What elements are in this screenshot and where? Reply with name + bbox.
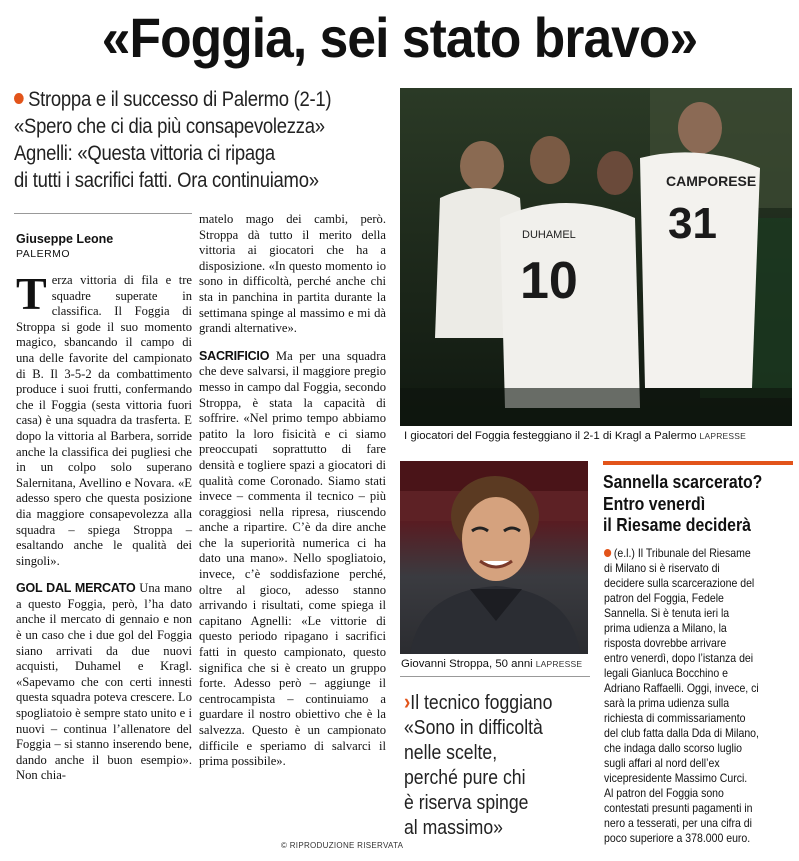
article-column-1 xyxy=(16,268,192,784)
sidebar-line-1: (e.l.) Il Tribunale del Riesame xyxy=(604,546,775,561)
drop-cap: T xyxy=(16,268,47,319)
sidebar-line: del club fatta dalla Dda di Milano, xyxy=(604,727,759,740)
sidebar-line: Adriano Raffaelli. Oggi, invece, ci xyxy=(604,682,759,695)
subhead-line-2: «Spero che ci dia più consapevolezza» xyxy=(14,115,325,138)
shirt-name-camporese: CAMPORESE xyxy=(666,173,757,189)
sidebar-line: prima udienza a Milano, la xyxy=(604,622,727,635)
sidebar-line: vicepresidente Massimo Curci. xyxy=(604,772,748,785)
shirt-name-duhamel: DUHAMEL xyxy=(522,229,576,241)
portrait-illustration xyxy=(400,461,588,654)
author-name: Giuseppe Leone xyxy=(16,232,114,246)
sidebar-line: legali Gianluca Bocchino e xyxy=(604,667,728,680)
pull-quote-line-1: ›Il tecnico foggiano xyxy=(404,689,553,714)
sidebar-accent-rule xyxy=(603,461,793,465)
photo-credit-2: LAPRESSE xyxy=(535,659,583,669)
headline: «Foggia, sei stato bravo» xyxy=(101,6,698,69)
sidebar-title-line-1: Sannella scarcerato? xyxy=(603,472,763,492)
dateline: PALERMO xyxy=(16,248,71,260)
pull-quote-line-4: perché pure chi xyxy=(404,766,526,789)
article-paragraph-2-cont: matelo mago dei cambi, però. Stroppa dà tutto il merito della vittoria ai giocatori che ha a disposizione. «In questo momento io sono in difficoltà, perché anche chi sta in panchina in partita durante la settimana spinge al massimo e mi dà grandi alternative». xyxy=(199,212,386,336)
shirt-number-10: 10 xyxy=(520,252,578,310)
chevron-right-icon: › xyxy=(404,689,411,714)
sidebar-line: sarà la prima udienza sulla xyxy=(604,697,730,710)
sidebar-line: risposta dovrebbe arrivare xyxy=(604,637,727,650)
photo-caption-2: Giovanni Stroppa, 50 anni LAPRESSE xyxy=(401,658,583,670)
sidebar-line: poco superiore a 378.000 euro. xyxy=(604,832,751,845)
sidebar-line: richiesta di commissariamento xyxy=(604,712,746,725)
pull-quote-line-2: «Sono in difficoltà xyxy=(404,716,543,739)
bullet-dot-icon xyxy=(14,93,24,104)
sidebar-line: nero a tesserati, per una cifra di xyxy=(604,817,752,830)
sidebar-line: patron del Foggia, Fedele xyxy=(604,592,724,605)
article-column-2 xyxy=(199,212,386,770)
stroppa-portrait-photo xyxy=(400,461,588,654)
bullet-dot-icon xyxy=(604,549,611,557)
sidebar-line: di Milano si è riservato di xyxy=(604,562,720,575)
sidebar-line: entro venerdì, dopo l’istanza dei xyxy=(604,652,754,665)
sidebar-line: sugli affari al nord dell’ex xyxy=(604,757,720,770)
subhead xyxy=(14,86,394,194)
sidebar-line: decidere sulla scarcerazione del xyxy=(604,577,755,590)
kicker-gol-dal-mercato: GOL DAL MERCATO xyxy=(16,581,136,596)
sidebar-body xyxy=(604,546,794,846)
divider xyxy=(14,213,192,214)
sidebar-line: Al patron del Foggia sono xyxy=(604,787,724,800)
copyright-notice: © RIPRODUZIONE RISERVATA xyxy=(281,841,404,850)
photo-caption-1: I giocatori del Foggia festeggiano il 2-1 di Kragl a Palermo LAPRESSE xyxy=(404,430,747,442)
shirt-number-31: 31 xyxy=(668,199,717,248)
subhead-line-4: di tutti i sacrifici fatti. Ora continuiamo» xyxy=(14,169,319,192)
article-paragraph-3: SACRIFICIO Ma per una squadra che deve salvarsi, il maggiore pregio messo in campo dal Foggia, secondo Stroppa, è stata la capacità di soffrire. «Nel primo tempo abbiamo patito la loro fisicità e ci siamo preoccupati soprattutto di fare densità e togliere spazi a giocatori di qualità come Coronado. Siamo stati invece – commenta il tecnico – più coraggiosi nella ripresa, riuscendo anche a ripartire. C’è da dire anche che la superiorità numerica ci ha dato una mano». Nello spogliatoio, invece, c’è soddisfazione perché, oltre al gioco, adesso stanno arrivando i risultati, come spiega il capitano Agnelli: «Le vittorie di questo periodo ripagano i sacrifici fatti in questo campionato, questo significa che si è creato un gruppo forte. Adesso però – aggiunge il centrocampista – continuiamo a guardare il nostro obiettivo che è la salvezza. Questo è un campionato difficile e speriamo di salvarci il prima possibile». xyxy=(199,348,386,769)
sidebar-line: contestati presunti pagamenti in xyxy=(604,802,753,815)
sidebar-title-line-2: Entro venerdì xyxy=(603,493,706,514)
celebration-illustration xyxy=(400,88,792,426)
team-celebration-photo xyxy=(400,88,792,426)
photo-credit: LAPRESSE xyxy=(699,431,747,441)
pull-quote-line-6: al massimo» xyxy=(404,816,503,839)
article-paragraph-1: Terza vittoria di fila e tre squadre superate in classifica. Il Foggia di Stroppa si gode il suo momento magico, sbancando il campo di una delle favorite del campionato di B. Il 3-5-2 da combattimento produce i suoi frutti, confermando che il Foggia (sesta vittoria fuori casa) è una squadra da trasferta. E dopo la vittoria al Barbera, sorride anche la classifica dei pugliesi che in un colpo solo superano Salernitana, Avellino e Novara. «E adesso spero che questa posizione dia maggiore consapevolezza alla squadra – spiega Stroppa – esaltando anche le qualità dei singoli». xyxy=(16,268,192,568)
subhead-line-1: Stroppa e il successo di Palermo (2-1) xyxy=(14,86,348,113)
subhead-line-3: Agnelli: «Questa vittoria ci ripaga xyxy=(14,142,275,165)
pull-quote xyxy=(404,689,594,840)
sidebar-line: che indaga dallo scorso luglio xyxy=(604,742,743,755)
pull-quote-line-5: è riserva spinge xyxy=(404,791,529,814)
divider xyxy=(400,676,590,677)
article-paragraph-2: GOL DAL MERCATO Una mano a questo Foggia, però, l’ha dato anche il mercato di gennaio e non è un caso che i due gol del Foggia siano arrivati da due nuovi acquisti, Duhamel e Kragl. «Sapevamo che con certi innesti questa squadra poteva crescere. Lo spogliatoio è sempre stato unito e i nuovi – continua l’allenatore del Foggia – si stanno inserendo bene, dando anche il buon esempio». Non chia- xyxy=(16,581,192,783)
sidebar-line: Sannella. Si è tenuta ieri la xyxy=(604,607,730,620)
sidebar-title xyxy=(603,472,797,537)
byline xyxy=(16,231,113,261)
kicker-sacrificio: SACRIFICIO xyxy=(199,348,270,363)
pull-quote-line-3: nelle scelte, xyxy=(404,741,498,764)
sidebar-title-line-3: il Riesame deciderà xyxy=(603,515,751,535)
